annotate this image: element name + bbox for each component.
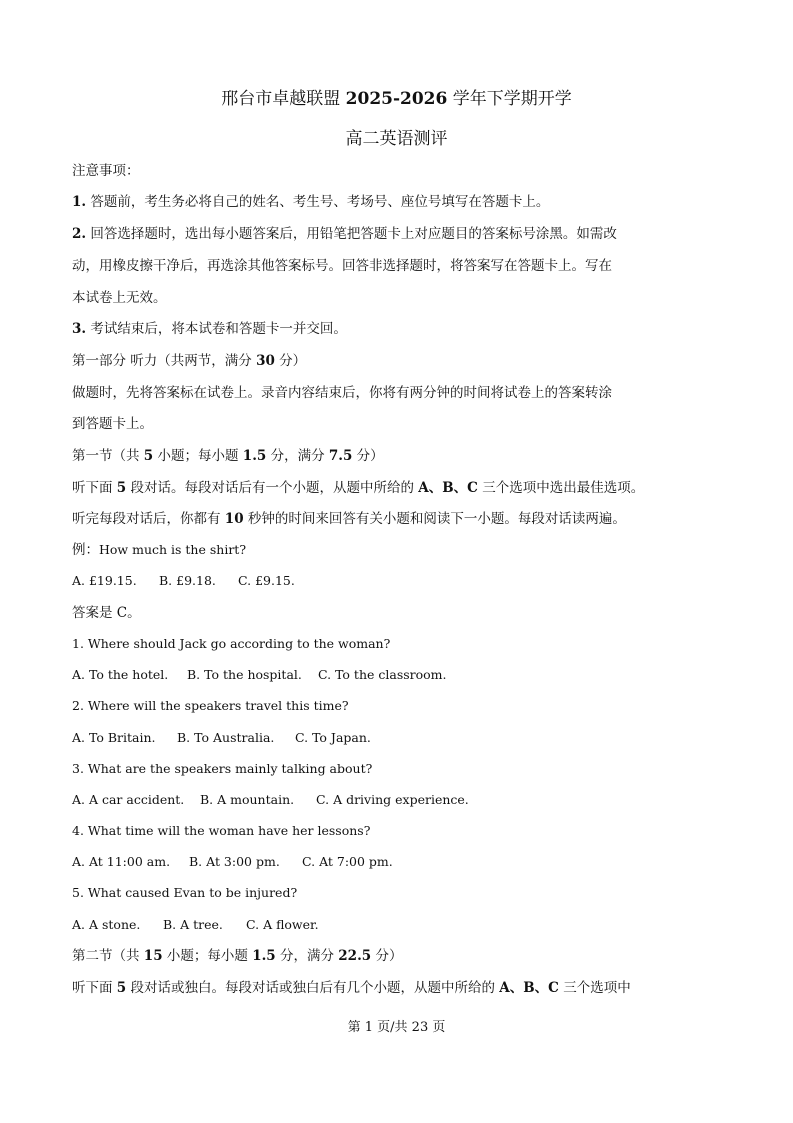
question-2: 2. Where will the speakers travel this time? xyxy=(72,698,349,713)
question-4: 4. What time will the woman have her lessons? xyxy=(72,823,371,838)
question-5: 5. What caused Evan to be injured? xyxy=(72,885,298,900)
title-prefix: 邢台市卓越联盟 xyxy=(221,89,346,109)
example-option-a: A. £19.15. xyxy=(72,573,137,588)
notice-item-2: 2. 回答选择题时，选出每小题答案后，用铅笔把答题卡上对应题目的答案标号涂黑。如需改 xyxy=(72,226,617,242)
q4-option-c: C. At 7:00 pm. xyxy=(302,854,393,869)
part1-heading: 第一部分 听力（共两节，满分 30 分） xyxy=(72,353,307,369)
question-3: 3. What are the speakers mainly talking about? xyxy=(72,761,373,776)
title-year: 2025-2026 xyxy=(345,89,448,109)
q3-option-c: C. A driving experience. xyxy=(316,792,469,807)
question-1: 1. Where should Jack go according to the woman? xyxy=(72,636,391,651)
title-suffix: 学年下学期开学 xyxy=(447,89,572,109)
exam-subtitle: 高二英语测评 xyxy=(345,129,448,149)
notice-item-1: 1. 答题前，考生务必将自己的姓名、考生号、考场号、座位号填写在答题卡上。 xyxy=(72,194,550,210)
q2-option-b: B. To Australia. xyxy=(177,730,275,745)
part1-instruction-line-2: 到答题卡上。 xyxy=(72,416,153,432)
q1-option-a: A. To the hotel. xyxy=(72,667,169,682)
section2-instruction: 听下面 5 段对话或独白。每段对话或独白后有几个小题，从题中所给的 A、B、C 三个选项中 xyxy=(72,980,631,996)
notice-item-2-line-3: 本试卷上无效。 xyxy=(72,290,167,306)
q4-option-b: B. At 3:00 pm. xyxy=(189,854,280,869)
q1-option-c: C. To the classroom. xyxy=(318,667,447,682)
section1-instruction-line-2: 听完每段对话后，你都有 10 秒钟的时间来回答有关小题和阅读下一小题。每段对话读两遍。 xyxy=(72,511,626,527)
part1-instruction-line-1: 做题时，先将答案标在试卷上。录音内容结束后，你将有两分钟的时间将试卷上的答案转涂 xyxy=(72,385,612,401)
example-option-c: C. £9.15. xyxy=(238,573,295,588)
q5-option-a: A. A stone. xyxy=(72,917,141,932)
section2-heading: 第二节（共 15 小题；每小题 1.5 分，满分 22.5 分） xyxy=(72,948,403,964)
example-question: 例：How much is the shirt? xyxy=(72,542,247,558)
q2-option-c: C. To Japan. xyxy=(295,730,371,745)
example-answer: 答案是 C。 xyxy=(72,605,141,621)
q5-option-b: B. A tree. xyxy=(163,917,223,932)
q4-option-a: A. At 11:00 am. xyxy=(72,854,171,869)
q2-option-a: A. To Britain. xyxy=(72,730,156,745)
section1-heading: 第一节（共 5 小题；每小题 1.5 分，满分 7.5 分） xyxy=(72,448,384,464)
q3-option-a: A. A car accident. xyxy=(72,792,185,807)
page-number: 第 1 页/共 23 页 xyxy=(347,1020,446,1035)
notice-item-2-line-2: 动，用橡皮擦干净后，再选涂其他答案标号。回答非选择题时，将答案写在答题卡上。写在 xyxy=(72,258,612,274)
section1-instruction-line-1: 听下面 5 段对话。每段对话后有一个小题，从题中所给的 A、B、C 三个选项中选出最佳选项。 xyxy=(72,480,645,496)
exam-title xyxy=(0,84,793,109)
q1-option-b: B. To the hospital. xyxy=(187,667,302,682)
q3-option-b: B. A mountain. xyxy=(200,792,295,807)
example-option-b: B. £9.18. xyxy=(159,573,216,588)
notice-heading: 注意事项： xyxy=(72,163,140,179)
q5-option-c: C. A flower. xyxy=(246,917,319,932)
notice-item-3: 3. 考试结束后，将本试卷和答题卡一并交回。 xyxy=(72,321,347,337)
